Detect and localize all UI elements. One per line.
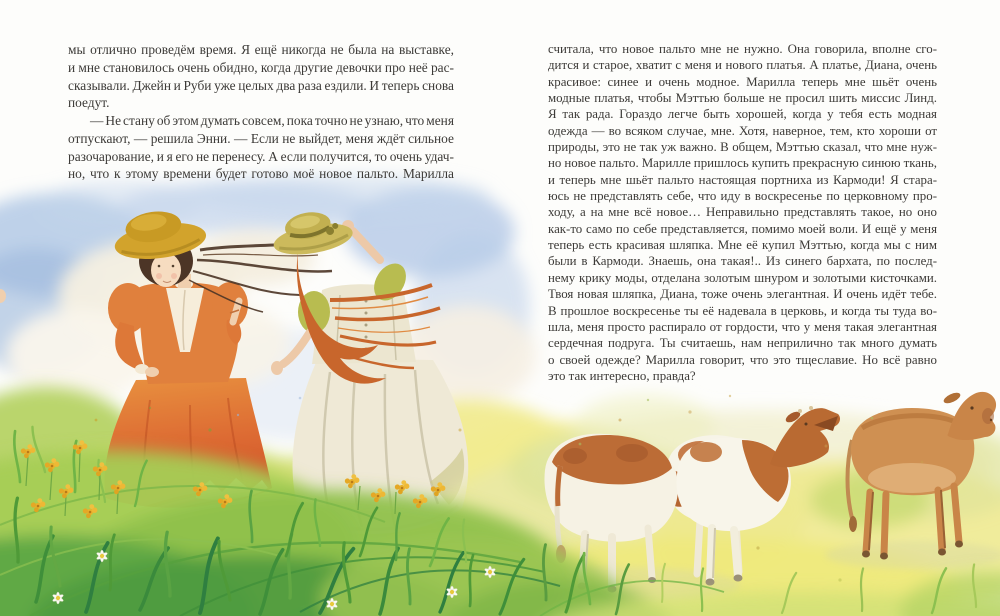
- text-line: модные платья, чтобы Мэттью больше не просил шить миссис Линд.: [548, 91, 937, 106]
- text-line: нему крику моды, отделана золотым шнуром и золотыми кисточками.: [548, 270, 937, 285]
- text-line: разочарование, и я его не перенесу. А если получится, то очень удач-: [68, 148, 454, 164]
- text-line: но, что к этому времени будет готово моё новое пальто. Марилла: [68, 166, 454, 182]
- text-line: отпускают, — решила Энни. — Если не выйдет, меня ждёт сильное: [68, 130, 454, 146]
- text-line: Я так рада. Гораздо легче быть хорошей, когда у тебя есть модная: [548, 107, 937, 122]
- text-line: красивое: синее и очень модное. Марилла теперь мне шьёт очень: [548, 74, 937, 89]
- text-line: В прошлое воскресенье ты её надевала в церковь, и когда ты туда во-: [548, 303, 937, 318]
- diana-hand-left: [145, 367, 159, 377]
- left-page-text: [68, 41, 454, 183]
- text-line: Твоя новая шляпка, Диана, тоже очень элегантная. И очень идёт тебе.: [548, 287, 937, 302]
- text-line: поедут.: [68, 95, 110, 111]
- text-line: сказывали. Джейн и Руби уже целых два раза ездили. И теперь снова: [68, 77, 454, 93]
- text-line: дится и старое, хватит с меня и нового платья. А платье, Диана, очень: [548, 58, 937, 73]
- text-line: природы, это не так уж важно. В общем, Мэттью сказал, что мне нуж-: [548, 140, 937, 155]
- text-line: — Не стану об этом думать совсем, пока точно не узнаю, что меня: [90, 113, 454, 128]
- text-line: это так интересно, правда?: [548, 368, 696, 383]
- text-line: были в Кармоди. Знаешь, она такая!.. Из синего бархата, по послед-: [548, 254, 937, 269]
- text-line: сердечная подруга. Ты считаешь, нам неприлично так много думать: [548, 336, 937, 351]
- anne-hand-left: [271, 361, 283, 375]
- text-line: о своей одежде? Марилла говорит, что это тщеславие. Но всё равно: [548, 352, 937, 367]
- right-page-text: [548, 41, 937, 384]
- text-line: теперь есть красивая шляпка. Мне её купил Мэттью, когда мы с ним: [548, 238, 937, 253]
- text-line: но новое пальто. Марилле пришлось купить прекрасную синюю ткань,: [548, 156, 937, 171]
- text-line: юсь не представлять себе, что иду в воскресенье по церковному про-: [548, 189, 937, 204]
- text-line: мы отлично проведём время. Я ещё никогда не была на выставке,: [68, 42, 454, 57]
- text-line: одежда — во всяком случае, мне. Хотя, наверное, тем, кто хороши от: [548, 123, 937, 138]
- text-line: шла, меня просто распирало от гордости, что у меня такая элегантная: [548, 319, 937, 334]
- text-line: и теперь мне шьёт пальто настоящая портниха из Кармоди! Я стара-: [548, 172, 937, 187]
- text-line: ходу, а на мне всё новое… Неправильно представлять такое, но оно: [548, 205, 937, 220]
- text-line: и мне становилось очень обидно, когда другие девочки про неё рас-: [68, 59, 455, 75]
- text-line: считала, что новое пальто мне не нужно. Она говорила, вполне сго-: [548, 42, 937, 56]
- text-line: как-то само по себе представляется, помимо моей воли. И ещё у меня: [548, 221, 937, 236]
